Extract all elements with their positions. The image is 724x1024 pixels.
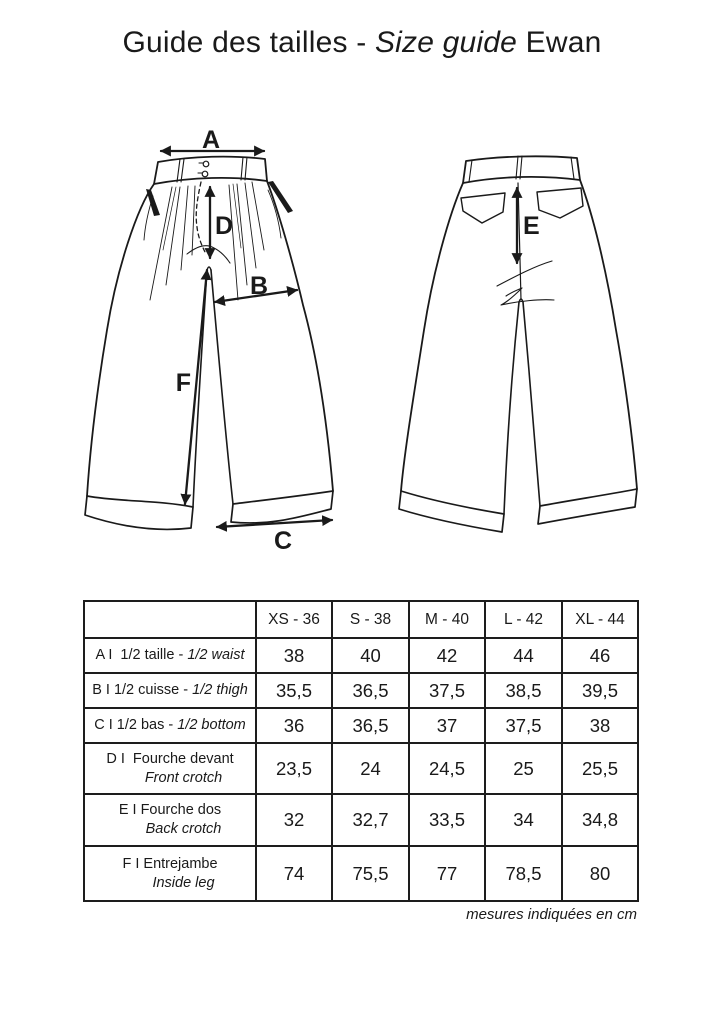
crotch-seam-curve	[187, 246, 230, 263]
measure-value: 77	[409, 846, 485, 901]
table-row-a	[84, 638, 638, 673]
measure-label: A I 1/2 taille - 1/2 waist	[84, 638, 256, 673]
measure-value: 39,5	[562, 673, 638, 708]
measure-value: 37,5	[409, 673, 485, 708]
measure-value: 23,5	[256, 743, 332, 794]
size-header: XS - 36	[256, 601, 332, 638]
measure-arrow-f	[176, 270, 207, 504]
measure-arrow-a	[161, 126, 264, 154]
arrow-label-a: A	[201, 126, 221, 154]
measure-value: 32,7	[332, 794, 409, 846]
arrow-label-b: B	[249, 272, 269, 300]
size-header: M - 40	[409, 601, 485, 638]
back-right-hem	[538, 489, 637, 524]
measure-value: 35,5	[256, 673, 332, 708]
measure-value: 42	[409, 638, 485, 673]
table-row-c	[84, 708, 638, 743]
front-pleats	[150, 182, 264, 300]
fly-stitch-line	[196, 182, 205, 252]
header-row	[84, 601, 638, 638]
measure-value: 40	[332, 638, 409, 673]
title-product: Ewan	[517, 26, 602, 59]
arrow-label-c: C	[273, 527, 293, 555]
arrow-label-d: D	[215, 212, 234, 240]
units-note: mesures indiquées en cm	[466, 906, 637, 923]
back-crotch-curves	[497, 261, 552, 286]
measure-label: E I Fourche dos Back crotch	[84, 794, 256, 846]
measure-value: 75,5	[332, 846, 409, 901]
arrow-label-f: F	[175, 369, 191, 397]
back-left-hem	[399, 491, 504, 532]
corner-cell	[84, 601, 256, 638]
measure-value: 25,5	[562, 743, 638, 794]
table-row-d	[84, 743, 638, 794]
front-right-hem	[231, 491, 333, 523]
measure-value: 33,5	[409, 794, 485, 846]
arrow-label-e: E	[523, 212, 540, 240]
measure-value: 34	[485, 794, 562, 846]
measure-value: 32	[256, 794, 332, 846]
front-waistband	[154, 157, 267, 184]
title-en: Size guide	[374, 26, 518, 59]
front-left-hem	[85, 496, 193, 529]
measure-arrow-c	[217, 520, 332, 555]
measure-label: C I 1/2 bas - 1/2 bottom	[84, 708, 256, 743]
size-table	[83, 600, 639, 902]
measure-value: 24	[332, 743, 409, 794]
title-fr: Guide des tailles -	[122, 26, 375, 59]
measure-value: 44	[485, 638, 562, 673]
table-row-b	[84, 673, 638, 708]
measure-value: 78,5	[485, 846, 562, 901]
back-left-pocket	[461, 193, 505, 223]
measure-value: 38,5	[485, 673, 562, 708]
size-header: XL - 44	[562, 601, 638, 638]
measure-value: 37,5	[485, 708, 562, 743]
measure-value: 80	[562, 846, 638, 901]
measure-value: 36,5	[332, 708, 409, 743]
measure-value: 36,5	[332, 673, 409, 708]
table-row-f	[84, 846, 638, 901]
measure-value: 25	[485, 743, 562, 794]
front-right-pocket	[268, 181, 293, 213]
measure-value: 37	[409, 708, 485, 743]
table-row-e	[84, 794, 638, 846]
measure-label: F I Entrejambe Inside leg	[84, 846, 256, 901]
waistband-buttons	[198, 161, 209, 177]
size-header: L - 42	[485, 601, 562, 638]
measure-arrow-e	[517, 188, 540, 263]
measure-value: 38	[256, 638, 332, 673]
measure-value: 36	[256, 708, 332, 743]
measure-arrow-b	[215, 272, 297, 302]
measure-value: 46	[562, 638, 638, 673]
measure-value: 24,5	[409, 743, 485, 794]
size-header: S - 38	[332, 601, 409, 638]
measure-value: 38	[562, 708, 638, 743]
measure-value: 74	[256, 846, 332, 901]
measure-label: D I Fourche devant Front crotch	[84, 743, 256, 794]
back-right-pocket	[537, 188, 583, 218]
measure-label: B I 1/2 cuisse - 1/2 thigh	[84, 673, 256, 708]
measure-value: 34,8	[562, 794, 638, 846]
